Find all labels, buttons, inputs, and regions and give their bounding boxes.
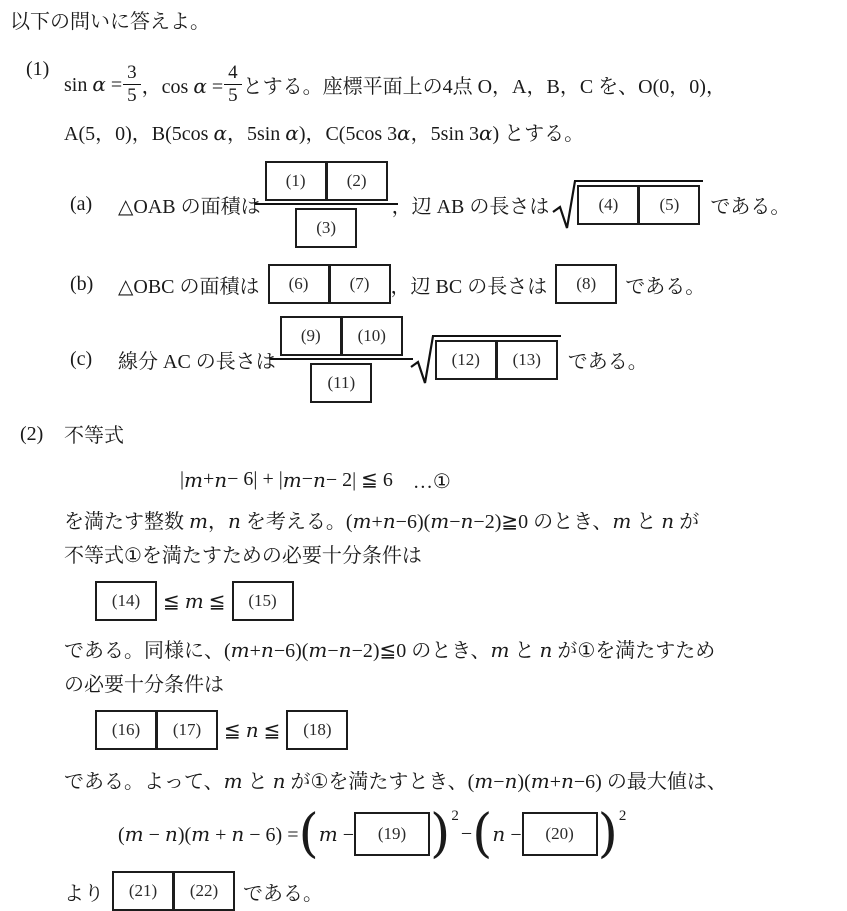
text-seg: + [202, 468, 215, 490]
text-seg: ≦ [224, 719, 246, 742]
text-seg: とする。座標平面上の4点 O，A，B，C を、O(0，0)， [242, 75, 726, 98]
text-seg: と [509, 640, 540, 662]
text-seg: = [206, 75, 224, 98]
fraction-cos [228, 63, 238, 106]
math-variable: n [312, 467, 326, 492]
math-variable: m [490, 638, 510, 662]
math-variable: m [612, 509, 632, 533]
fraction-numerator: 4 [228, 61, 238, 83]
text-seg: −2)≧0 のとき、 [473, 511, 613, 533]
text-seg: )，C(5cos 3 [298, 123, 398, 145]
q2-paragraph-5 [64, 764, 847, 799]
text-seg: − 2| ≦ 6 [325, 469, 393, 491]
text-seg: を考える。( [240, 511, 353, 533]
fraction-area-oab [265, 161, 388, 248]
text-seg: = [105, 73, 123, 96]
subquestion-a [64, 161, 847, 248]
text-seg: と [242, 771, 273, 793]
answer-box-8: (8) [555, 264, 617, 304]
fraction-denominator [310, 363, 372, 403]
answer-box-14: (14) [95, 581, 157, 621]
text-seg: と [631, 511, 662, 533]
text-seg: ≦ [163, 590, 185, 613]
math-variable: n [272, 769, 286, 793]
answer-box-9: (9) [280, 316, 342, 356]
statement-line-1 [64, 54, 847, 114]
fraction-length-ac [280, 316, 403, 403]
answer-box-22: (22) [173, 871, 235, 911]
math-variable: m [184, 588, 204, 613]
text-seg: )( [517, 771, 531, 793]
text-seg: − [337, 823, 355, 846]
right-paren-icon: ) [430, 804, 451, 864]
answer-pair-6-7 [268, 264, 391, 304]
question-1-body [64, 54, 847, 403]
text-seg: −6)( [395, 511, 431, 533]
left-paren-icon: ( [472, 804, 493, 864]
subquestion-b-text2: ，辺 BC の長さは [390, 275, 548, 298]
text-seg: + [210, 823, 232, 846]
subquestion-a-label: (a) [70, 193, 93, 215]
question-2-body [64, 419, 847, 911]
math-variable: n [460, 509, 474, 533]
math-variable: n [661, 509, 675, 533]
text-seg: である。同様に、( [64, 640, 231, 662]
subquestion-b-text1: △OBC の面積は [118, 275, 260, 298]
subquestion-b-text3: である。 [625, 275, 706, 298]
answer-box-16: (16) [95, 710, 157, 750]
identity-lhs [118, 822, 299, 847]
range-m [95, 581, 847, 621]
text-seg: − 6| + | [227, 468, 283, 490]
text-seg: …① [392, 471, 451, 493]
answer-box-7: (7) [329, 264, 391, 304]
text-seg: −6) の最大値は、 [573, 771, 727, 793]
answer-pair-21-22 [112, 871, 235, 911]
q2-intro: 不等式 [64, 425, 124, 447]
text-seg: である。よって、 [64, 771, 224, 793]
fraction-numerator [280, 316, 403, 356]
fraction-denominator [295, 208, 357, 248]
math-variable: α [285, 121, 299, 145]
answer-box-13: (13) [496, 340, 558, 380]
answer-box-1: (1) [265, 161, 327, 201]
math-variable: n [214, 467, 228, 492]
math-variable: α [92, 71, 106, 96]
math-variable: m [474, 769, 494, 793]
fraction-numerator: 3 [127, 61, 137, 83]
text-seg: −2)≦0 のとき、 [351, 640, 491, 662]
text-seg: + [549, 771, 561, 793]
statement-line-2 [64, 116, 847, 151]
text-seg: −6)( [273, 640, 309, 662]
answer-box-20: (20) [522, 812, 598, 856]
math-variable: α [213, 121, 227, 145]
subquestion-c-text2: である。 [567, 351, 648, 373]
text-seg: が [674, 511, 700, 533]
text-seg: を満たす整数 [64, 511, 189, 533]
right-paren-icon: ) [597, 804, 618, 864]
text-seg: + [249, 640, 261, 662]
answer-box-19: (19) [354, 812, 430, 856]
q2-paragraph-4: の必要十分条件は [64, 674, 224, 696]
fraction-numerator [265, 161, 388, 201]
text-seg: + [371, 511, 383, 533]
question-1 [0, 54, 847, 403]
text-seg: ≦ [203, 590, 226, 613]
text-seg: − [493, 771, 505, 793]
subquestion-a-text3: である。 [710, 196, 791, 218]
math-variable: n [504, 769, 518, 793]
math-variable: m [282, 467, 302, 492]
answer-box-3: (3) [295, 208, 357, 248]
question-2-label: (2) [20, 423, 44, 445]
fraction-bar [270, 358, 413, 360]
identity-equation [118, 805, 847, 863]
identity-n-minus [492, 822, 521, 847]
identity-m-minus [319, 822, 354, 847]
answer-box-21: (21) [112, 871, 174, 911]
page-title: 以下の問いに答えよ。 [10, 11, 210, 33]
inequality-1 [180, 465, 847, 494]
text-seg: − [327, 640, 339, 662]
fraction-denominator: 5 [127, 84, 137, 106]
math-text [64, 72, 122, 97]
fraction-bar [255, 203, 398, 205]
q2-paragraph-1 [64, 504, 847, 539]
math-variable: n [338, 638, 352, 662]
math-variable: m [124, 821, 144, 846]
math-variable: n [492, 821, 506, 846]
answer-box-15: (15) [232, 581, 294, 621]
answer-box-11: (11) [310, 363, 372, 403]
math-variable: m [189, 509, 208, 533]
text-seg: sin [64, 73, 93, 96]
radicand [432, 335, 561, 380]
subquestion-b [64, 264, 847, 304]
text-seg: − [505, 823, 522, 846]
math-variable: m [352, 509, 372, 533]
relation-n [224, 718, 280, 743]
answer-box-17: (17) [156, 710, 218, 750]
question-2 [0, 419, 847, 911]
answer-box-4: (4) [577, 185, 639, 225]
sqrt-length-ab [552, 179, 703, 231]
answer-box-5: (5) [638, 185, 700, 225]
left-paren-icon: ( [298, 804, 319, 864]
sqrt-length-ac [410, 334, 561, 386]
radical-icon [410, 334, 434, 386]
relation-m [163, 589, 226, 614]
text-seg: が①を満たすため [552, 640, 716, 662]
subquestion-a-text2: ，辺 AB の長さは [391, 196, 550, 218]
text-seg: ， [207, 511, 228, 533]
math-variable: n [231, 821, 245, 846]
answer-box-12: (12) [435, 340, 497, 380]
final-answer-row [64, 871, 847, 911]
answer-box-6: (6) [268, 264, 330, 304]
math-variable: m [223, 769, 243, 793]
range-n [95, 710, 847, 750]
text-seg: − [301, 468, 313, 490]
text-seg: )( [177, 823, 192, 846]
math-variable: m [191, 821, 211, 846]
text-seg: ( [118, 823, 125, 846]
math-variable: n [560, 769, 574, 793]
subquestion-a-text1: △OAB の面積は [118, 196, 261, 218]
math-variable: n [164, 821, 178, 846]
superscript-2: 2 [618, 807, 627, 824]
text-seg: − [143, 823, 165, 846]
q2-paragraph-2: 不等式①を満たすための必要十分条件は [64, 545, 422, 567]
statement-text [243, 70, 726, 99]
math-text [142, 70, 223, 99]
math-variable: α [397, 121, 411, 145]
text-seg: ，5sin 3 [410, 123, 479, 145]
math-variable: m [184, 467, 203, 492]
subquestion-c [64, 316, 847, 403]
q2-paragraph-3 [64, 633, 847, 668]
radical-icon [552, 179, 576, 231]
text-seg: ) とする。 [492, 123, 585, 145]
text-seg: ≦ [258, 719, 281, 742]
text-seg: ，cos [141, 75, 194, 98]
math-variable: m [308, 638, 328, 662]
math-variable: n [539, 638, 553, 662]
text-seg: − 6) = [244, 823, 299, 846]
math-variable: n [227, 509, 241, 533]
question-1-label: (1) [26, 58, 50, 80]
superscript-2: 2 [451, 807, 459, 824]
text-seg: ，5sin [226, 123, 286, 145]
math-variable: m [230, 638, 250, 662]
answer-box-18: (18) [286, 710, 348, 750]
math-variable: n [382, 509, 396, 533]
math-variable: n [260, 638, 274, 662]
fraction-denominator: 5 [228, 84, 238, 106]
minus-sign: − [460, 822, 473, 845]
math-variable: α [479, 121, 493, 145]
subquestion-c-text1: 線分 AC の長さは [118, 351, 276, 373]
text-seg: − [449, 511, 461, 533]
math-variable: m [430, 509, 450, 533]
math-variable: α [193, 73, 207, 98]
subquestion-b-label: (b) [70, 272, 94, 295]
radicand [574, 180, 703, 225]
answer-pair-16-17 [95, 710, 218, 750]
answer-box-10: (10) [341, 316, 403, 356]
text-seg: が①を満たすとき、( [285, 771, 475, 793]
final-post-text: である。 [243, 882, 323, 905]
subquestion-c-label: (c) [70, 348, 93, 370]
final-pre-text: より [64, 882, 104, 905]
answer-box-2: (2) [326, 161, 388, 201]
math-variable: m [530, 769, 550, 793]
math-variable: m [318, 821, 338, 846]
text-seg: | [180, 468, 185, 490]
fraction-sin [127, 63, 137, 106]
text-seg: A(5，0)，B(5cos [64, 123, 214, 145]
math-variable: n [245, 717, 259, 742]
